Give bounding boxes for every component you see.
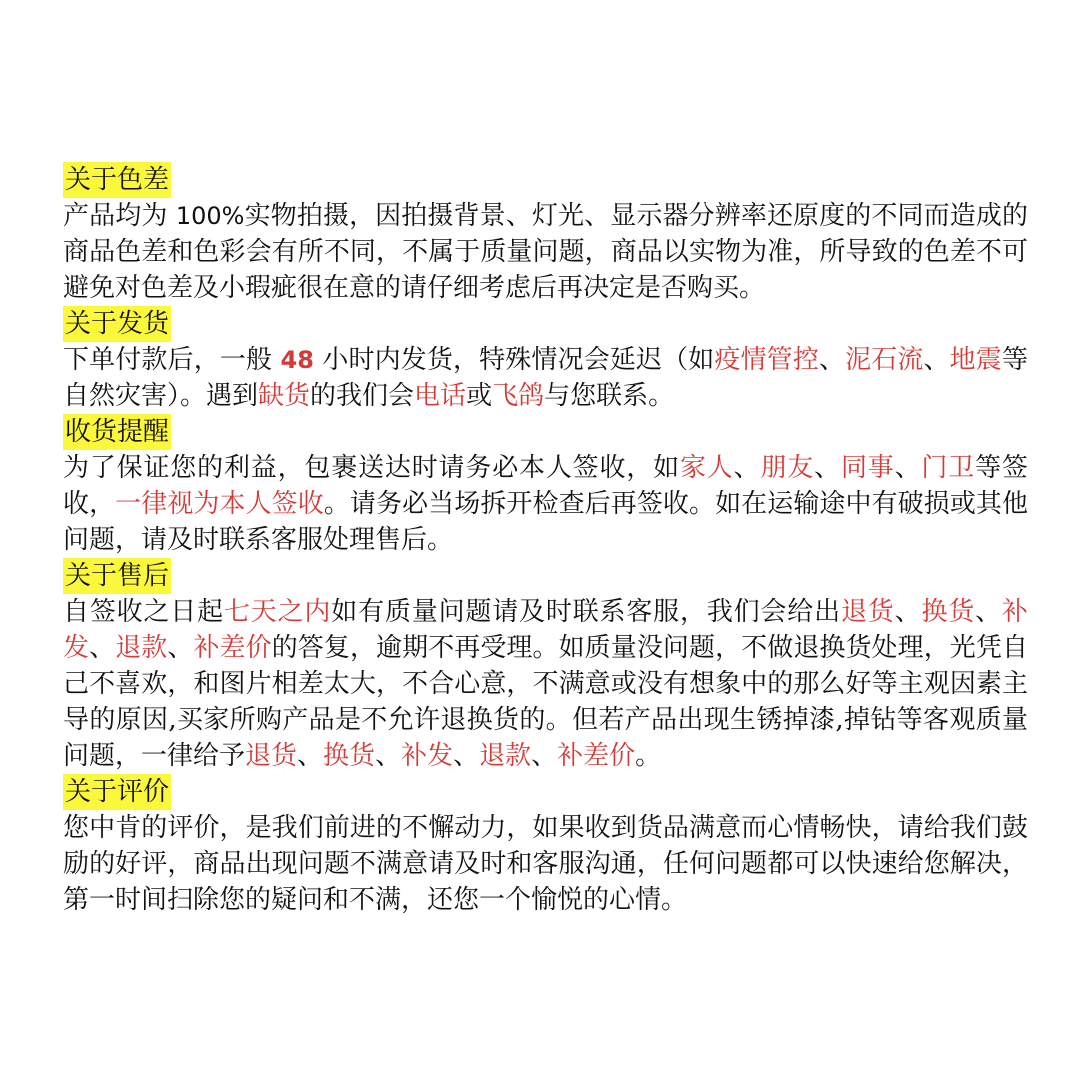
text-run: 、 xyxy=(297,741,324,771)
text-run: 、 xyxy=(733,453,761,483)
emphasis-text: 一律视为本人签收 xyxy=(115,489,324,519)
emphasis-text: 朋友 xyxy=(760,453,815,483)
section-heading: 关于色差 xyxy=(63,162,171,198)
text-run: 等自然灾害）。遇到 xyxy=(63,345,1028,411)
section-delivery-reminder xyxy=(63,414,1028,558)
emphasis-text: 退货 xyxy=(840,597,895,627)
text-run: 您中肯的评价，是我们前进的不懈动力，如果收到货品满意而心情畅快，请给我们鼓励的好评，商品出现问题不满意请及时和客服沟通，任何问题都可以快速给您解决，第一时间扫除您的疑问和不满，还您一个愉悦的心情。 xyxy=(63,813,1028,915)
section-body xyxy=(63,342,1028,414)
emphasis-text: 补发 xyxy=(63,597,1028,663)
section-color-difference xyxy=(63,162,1028,306)
emphasis-text: 电话 xyxy=(414,381,467,411)
text-run: 、 xyxy=(814,453,841,483)
emphasis-text: 补差价 xyxy=(557,741,636,771)
emphasis-text: 退款 xyxy=(479,741,532,771)
emphasis-text: 门卫 xyxy=(921,453,976,483)
emphasis-text: 换货 xyxy=(323,741,376,771)
notice-content xyxy=(63,162,1028,918)
section-after-sales xyxy=(63,558,1028,774)
text-run: 。请务必当场拆开检查后再签收。如在运输途中有破损或其他问题，请及时联系客服处理售后。 xyxy=(63,489,1028,555)
section-body xyxy=(63,810,1028,918)
emphasis-text: 缺货 xyxy=(258,381,311,411)
text-run: 如有质量问题请及时联系客服，我们会给出 xyxy=(331,597,841,627)
text-run: 、 xyxy=(375,741,402,771)
emphasis-text: 同事 xyxy=(840,453,895,483)
section-shipping xyxy=(63,306,1028,414)
emphasis-text: 疫情管控 xyxy=(714,345,819,375)
emphasis-text: 退货 xyxy=(245,741,298,771)
text-run: 的答复，逾期不再受理。如质量没问题，不做退换货处理，光凭自己不喜欢，和图片相差太大，不合心意，不满意或没有想象中的那么好等主观因素主导的原因,买家所购产品是不允许退换货的。但若产品出现生锈掉漆,掉钻等客观质量问题，一律给予 xyxy=(63,633,1028,771)
text-run: 为了保证您的利益，包裹送达时请务必本人签收，如 xyxy=(63,453,680,483)
emphasis-text: 补发 xyxy=(401,741,454,771)
section-heading: 收货提醒 xyxy=(63,414,171,450)
text-run: 、 xyxy=(818,345,846,375)
section-heading: 关于评价 xyxy=(63,774,171,810)
section-heading: 关于发货 xyxy=(63,306,171,342)
emphasis-text: 七天之内 xyxy=(223,597,332,627)
emphasis-text: 地震 xyxy=(949,345,1002,375)
section-body xyxy=(63,594,1028,774)
text-run: 。 xyxy=(635,741,662,771)
text-run: 或 xyxy=(466,381,493,411)
text-run: 、 xyxy=(923,345,950,375)
text-run: 、 xyxy=(167,633,194,663)
text-run: 的我们会 xyxy=(310,381,415,411)
section-body xyxy=(63,198,1028,306)
text-run: 、 xyxy=(894,597,922,627)
text-run: 与您联系。 xyxy=(544,381,675,411)
section-reviews xyxy=(63,774,1028,918)
emphasis-text: 家人 xyxy=(679,453,734,483)
section-heading: 关于售后 xyxy=(63,558,171,594)
section-body xyxy=(63,450,1028,558)
emphasis-text: 换货 xyxy=(921,597,976,627)
text-run: 自签收之日起 xyxy=(63,597,224,627)
text-run: 、 xyxy=(894,453,922,483)
emphasis-text: 飞鸽 xyxy=(492,381,545,411)
emphasis-text: 补差价 xyxy=(193,633,272,663)
text-run: 等签收， xyxy=(63,453,1028,519)
emphasis-text: 泥石流 xyxy=(845,345,924,375)
percentage-value: 100% xyxy=(175,202,245,230)
text-run: 、 xyxy=(453,741,480,771)
text-run: 小时内发货，特殊情况会延迟（如 xyxy=(313,345,715,375)
emphasis-text: 退款 xyxy=(115,633,168,663)
text-run: 、 xyxy=(975,597,1002,627)
text-run: 实物拍摄，因拍摄背景、灯光、显示器分辨率还原度的不同而造成的商品色差和色彩会有所不同，不属于质量问题，商品以实物为准，所导致的色差不可避免对色差及小瑕疵很在意的请仔细考虑后再决定是否购买。 xyxy=(63,201,1028,303)
text-run: 、 xyxy=(531,741,558,771)
hours-value: 48 xyxy=(280,346,314,374)
text-run: 下单付款后，一般 xyxy=(63,345,281,375)
text-run: 产品均为 xyxy=(63,201,176,231)
text-run: 、 xyxy=(89,633,116,663)
